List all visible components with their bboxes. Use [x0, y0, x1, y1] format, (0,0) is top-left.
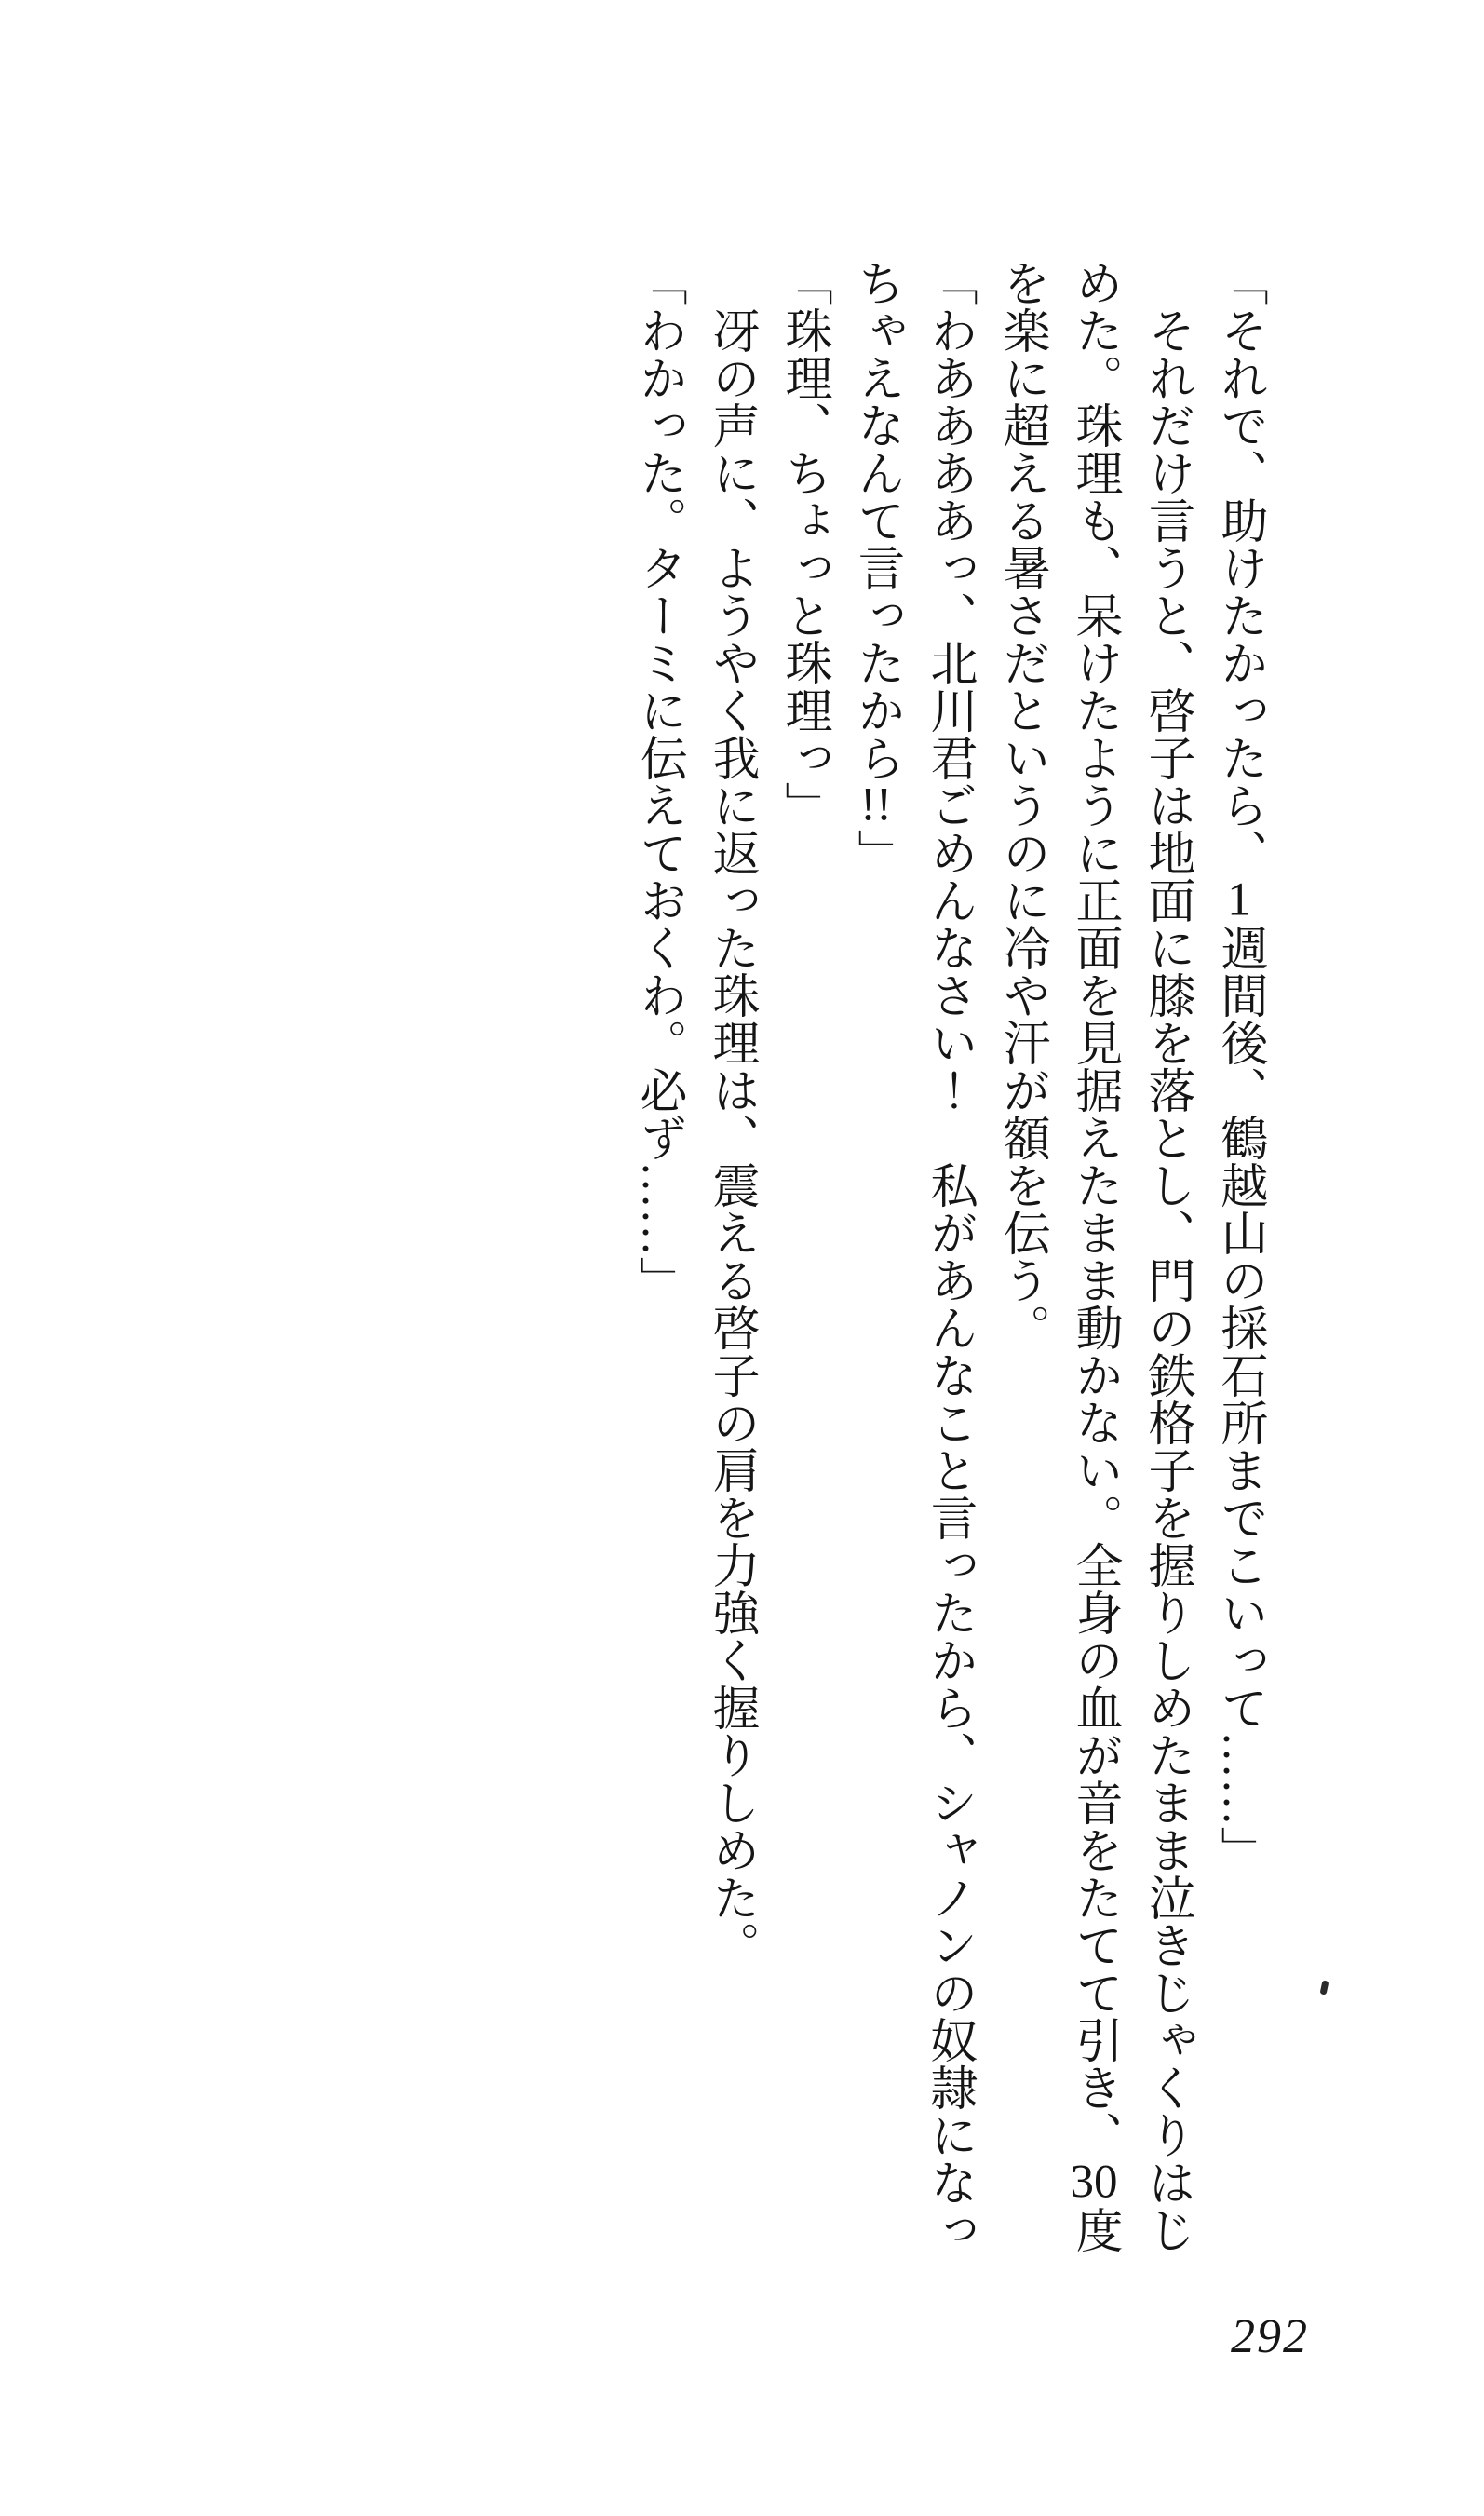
page-number: 292	[1231, 2310, 1309, 2363]
paragraph-text: それだけ言うと、啓子は地面に膝を落とし、門の鉄格子を握りしめたまま泣きじゃくりはじめた。珠理も、呆けたように正面を見据えたまま動かない。全身の血が音をたてて引き、	[1068, 259, 1193, 2253]
paragraph-text: 「わああああっ、北川君ごめんなさい！ 私があんなこと言ったから、シャノンの奴隷になっちゃえなんて言ったから	[850, 259, 975, 2253]
novel-paragraph	[1203, 259, 1275, 2279]
novel-paragraph	[767, 259, 840, 2279]
tate-chu-yoko-text: 30	[1070, 2158, 1118, 2206]
paragraph-text: 週間後、鶴越山の採石所までこいって……」	[1213, 924, 1265, 1873]
novel-paragraph	[985, 259, 1203, 2279]
novel-paragraph	[695, 259, 767, 2279]
paragraph-text: 「それで、助けたかったら、	[1213, 259, 1265, 876]
novel-paragraph	[622, 259, 695, 2279]
paragraph-text: 度を楽に超える暑さだというのに冷や汗が額を伝う。	[995, 259, 1120, 2253]
paragraph-text: 」	[850, 829, 902, 876]
tate-chu-yoko-text: !!	[860, 781, 892, 829]
paragraph-text: 冴の声に、ようやく我に返った珠理は、震える啓子の肩を力強く握りしめた。	[705, 306, 757, 1968]
novel-paragraph	[840, 259, 985, 2279]
paragraph-text: 「珠理、ちょっと珠理っ」	[777, 259, 830, 829]
page-text-block	[618, 259, 1275, 2279]
scan-speck	[1320, 1980, 1329, 1995]
paragraph-text: 「わかった。ターミに伝えておくわ。必ず……」	[632, 259, 684, 1304]
tate-chu-yoko-text: 1	[1227, 876, 1251, 924]
